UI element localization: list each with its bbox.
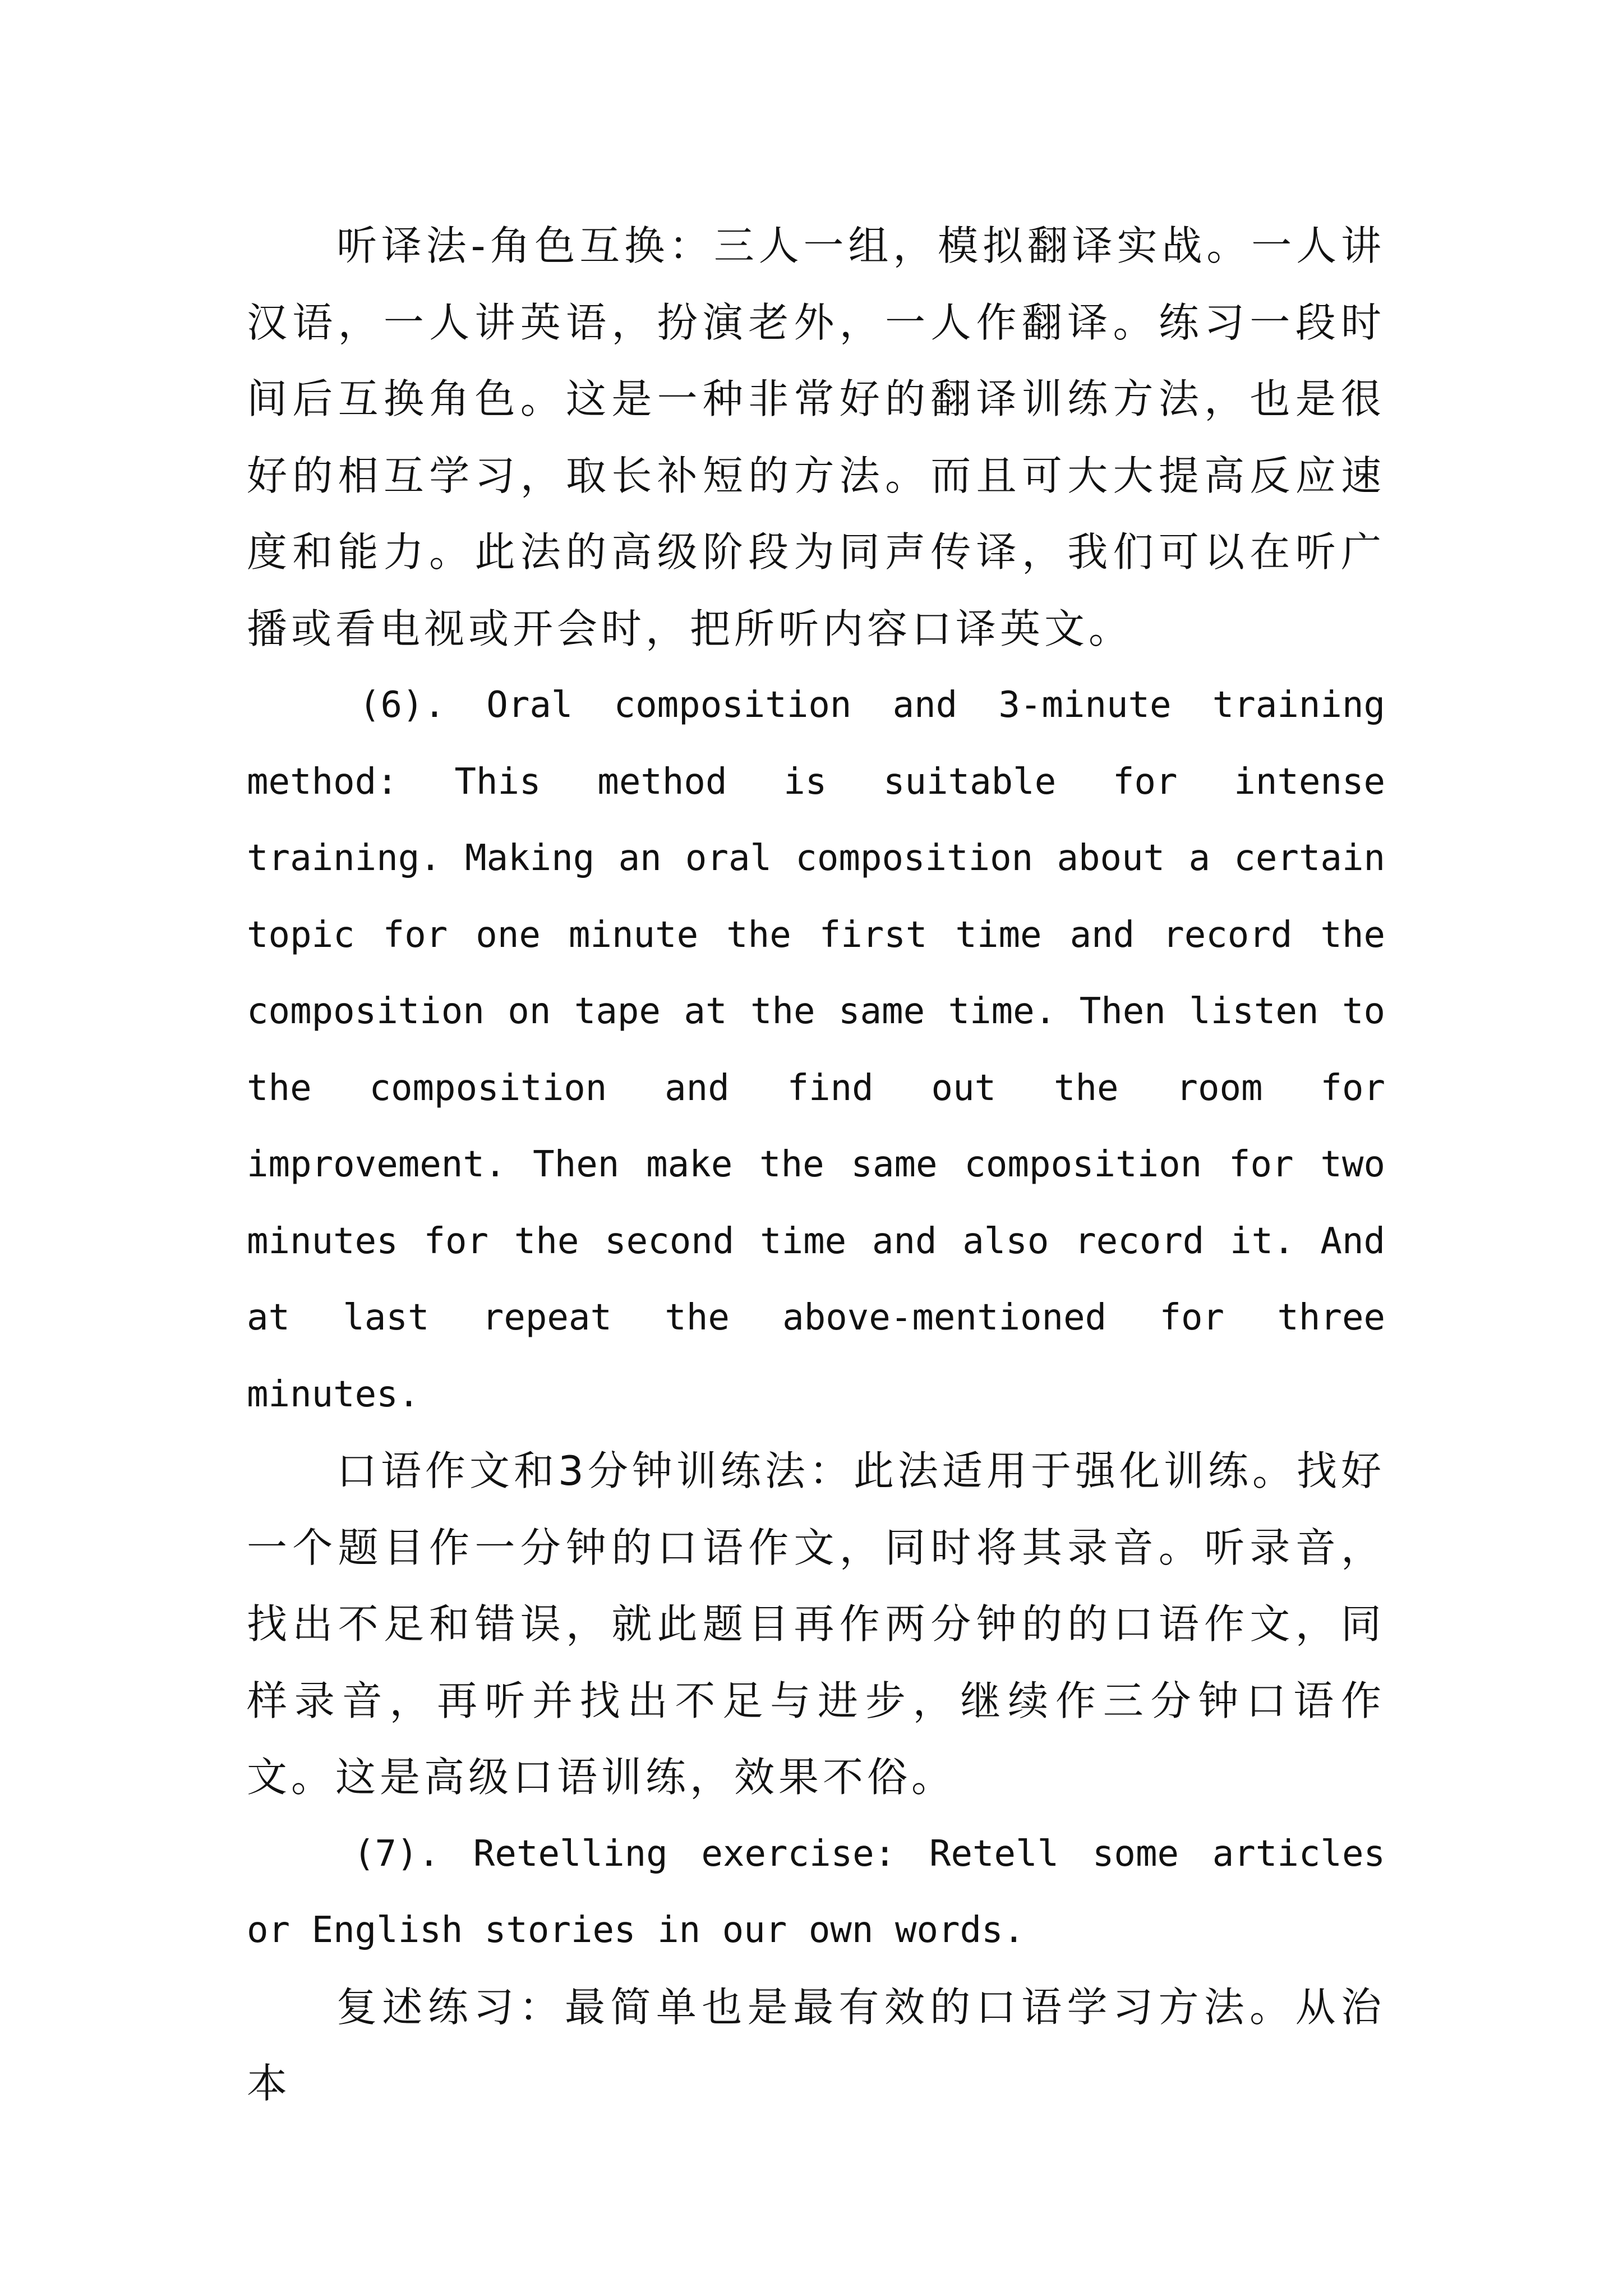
paragraph-oral-composition-en: (6). Oral composition and 3-minute training method: This method is suitable for intense training. Making an oral composition about a certain topic for one minute the first time and record the composition on tape at the same time. Then listen to the composition and find out the room for improvement. Then make the same composition for two minutes for the second time and also record it. And at last repeat the above-mentioned for three minutes. — [247, 684, 1385, 1415]
paragraph-oral-composition-zh: 口语作文和3分钟训练法：此法适用于强化训练。找好一个题目作一分钟的口语作文，同时将其录音。听录音，找出不足和错误，就此题目再作两分钟的的口语作文，同样录音，再听并找出不足与进步，继续作三分钟口语作文。这是高级口语训练，效果不俗。 — [247, 1447, 1385, 1801]
paragraph-retelling-en: (7). Retelling exercise: Retell some articles or English stories in our own words. — [247, 1833, 1385, 1951]
document-body — [247, 208, 1385, 2122]
paragraph-listening-translation-role-swap: 听译法-角色互换：三人一组，模拟翻译实战。一人讲汉语，一人讲英语，扮演老外，一人作翻译。练习一段时间后互换角色。这是一种非常好的翻译训练方法，也是很好的相互学习，取长补短的方法。而且可大大提高反应速度和能力。此法的高级阶段为同声传译，我们可以在听广播或看电视或开会时，把所听内容口译英文。 — [247, 222, 1385, 652]
paragraph-retelling-zh: 复述练习：最简单也是最有效的口语学习方法。从治本 — [247, 1983, 1385, 2107]
